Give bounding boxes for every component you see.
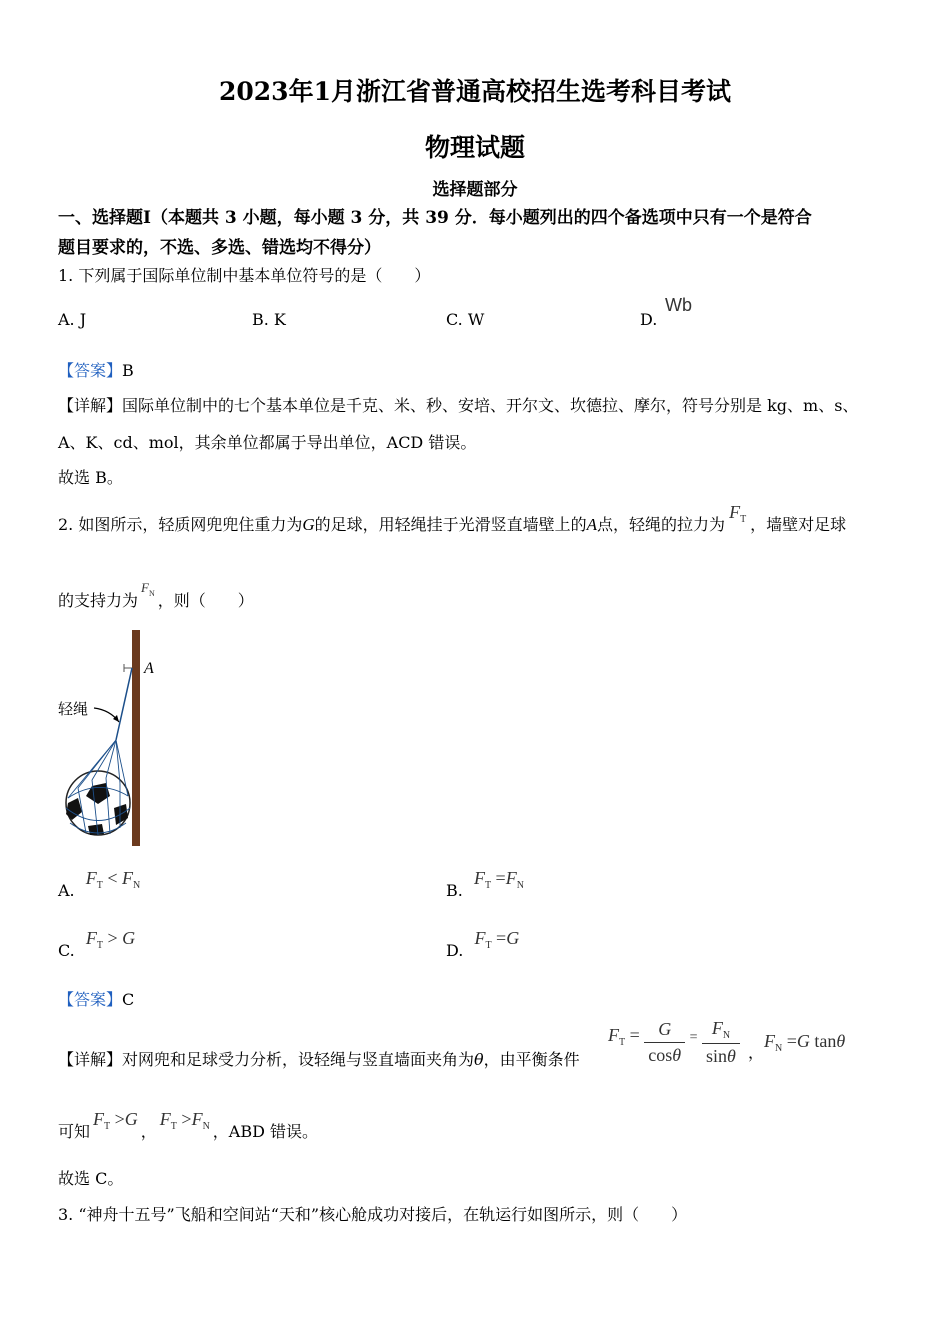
q1-detail-line-2: A、K、cd、mol，其余单位都属于导出单位，ACD 错误。 [58,433,477,452]
q1-option-a: A. J [58,310,87,329]
q2-option-d: D. $F_T =G$ [446,928,520,960]
answer-tag: 【答案】 [58,361,123,380]
q2-answer [58,987,134,1010]
q1-answer [58,358,134,381]
q1-option-d-value: Wb [665,295,692,315]
rope [116,668,132,740]
q1-option-c: C. W [446,310,485,329]
section-heading: 选择题部分 [432,180,518,200]
q2-option-c: C. $F_T > G$ [58,928,136,960]
q2-stem-line-1: 2. 如图所示，轻质网兜兜住重力为G的足球，用轻绳挂于光滑竖直墙壁上的A点，轻绳的拉力为$F_T$ ，墙壁对足球 [58,502,847,534]
instructions-line-2: 题目要求的，不选、多选、错选均不得分） [58,238,381,258]
instructions-line-1: 一、选择题Ⅰ（本题共 3 小题，每小题 3 分，共 39 分．每小题列出的四个备选项中只有一个是符合 [58,208,812,228]
q2-option-b: B. $F_T =F_N$ [446,868,524,900]
q2-comma: ， [748,1043,765,1062]
q2-answer-value: C [122,990,135,1009]
q2-equation-2: $F_N =G$ tanθ [764,1031,846,1054]
exam-title: 2023年1月浙江省普通高校招生选考科目考试 [219,77,731,106]
q2-detail-line-1: 【详解】对网兜和足球受力分析，设轻绳与竖直墙面夹角为θ，由平衡条件 [58,1050,580,1069]
figure-label-rope: 轻绳 [58,700,89,718]
q1-option-b: B. K [252,310,286,329]
q2-stem-line-2: 的支持力为$^{F_N}$ ，则（ ） [58,580,254,610]
q3-stem: 3. “神舟十五号”飞船和空间站“天和”核心舱成功对接后，在轨运行如图所示，则（ ） [58,1205,688,1224]
figure-label-a: A [144,660,154,677]
q1-detail-line-1: 【详解】国际单位制中的七个基本单位是千克、米、秒、安培、开尔文、坎德拉、摩尔，符号分别是 kg、m、s、 [58,396,859,415]
q2-conclusion: 故选 C。 [58,1169,124,1188]
exam-subtitle: 物理试题 [424,133,525,162]
wall [132,630,140,846]
detail-tag: 【详解】 [58,396,123,415]
q1-answer-value: B [122,361,134,380]
q1-conclusion: 故选 B。 [58,468,123,487]
detail-tag: 【详解】 [58,1050,123,1069]
q1-stem: 1. 下列属于国际单位制中基本单位符号的是（ ） [58,266,431,285]
q2-detail-line-2: 可知$F_T >G$，$F_T >F_N$ ，ABD 错误。 [58,1109,319,1141]
q2-figure [58,628,170,850]
q2-option-a: A. $F_T < F_N$ [58,868,141,900]
q1-option-d-label: D. [640,310,658,329]
answer-tag: 【答案】 [58,990,123,1009]
q2-equation-1: $F_T$ = $\frac{G}{\cos\theta}$ = $\frac{F_N}{\sin\theta}$ [608,1018,740,1067]
